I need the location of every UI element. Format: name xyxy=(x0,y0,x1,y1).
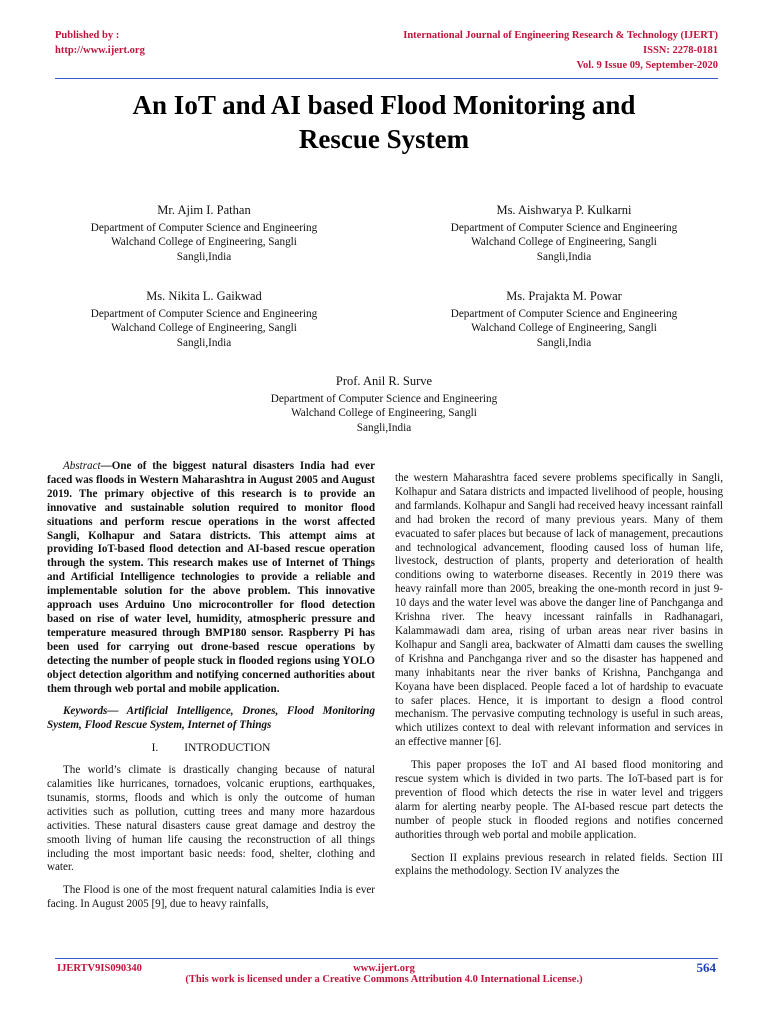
header-right xyxy=(403,28,718,73)
author-place: Sangli,India xyxy=(536,250,592,263)
abstract-label: Abstract xyxy=(63,460,101,472)
author-place: Sangli,India xyxy=(356,421,412,434)
abstract-text: One of the biggest natural disasters India had ever faced was floods in Western Maharashtra in August 2005 and August 2019. The primary objective of this research is to provide an innovative and sustainable solution required to monitor flood situations and perform rescue operations in the worst affected Sangli, Kolhapur and Satara districts. This attempt aims at providing IoT-based flood detection and AI-based rescue operation through the system. This research makes use of Internet of Things and Artificial Intelligence technologies to provide a reliable and implementable solution for the above problem. This innovative approach uses Arduino Uno microcontroller for flood detection based on rise of water level, humidity, atmospheric pressure and temperature measured through BMP180 sensor. Raspberry Pi has been used for carrying out drone-based rescue operations by detecting the number of people stuck in flooded regions using YOLO object detection algorithm and notifying concerned authorities about them through web portal and mobile application. xyxy=(47,460,375,695)
footer-center xyxy=(0,963,768,985)
header-left xyxy=(55,28,145,58)
body-paragraph: the western Maharashtra faced severe problems specifically in Sangli, Kolhapur and Satara districts and impacted livelihood of people, housing and farmlands. Kolhapur and Sangli had received heavy incessant rainfall and had broken the record of many previous years. Many of them evacuated to safer places but because of lack of management, precautions and technological advancement, flooding caused loss of human life, livestock, destruction of plants, property and deterioration of health conditions owing to waterborne diseases. Recently in 2019 there was heavy rainfall more than 2005, breaking the one-month record in just 9-10 days and the water level was above the danger line of Panchganga and Krishna river. The heavy incessant rainfalls in Radhanagari, Kalammawadi dam area, rising of urban areas near river basins in Kolhapur and Sangli area, backwater of Almatti dam causes the swelling of Krishna and Panchganga river and so the disaster has happened and many inhabitants near the river banks of Krishna, Panchganga and Koyana have been displaced. People faced a lot of hardship to evacuate to safer places. Hence, it is important to design a flood control mechanism. The pervasive computing technology is useful in such areas, which utilizes context to deal with relevant information and services in an effective manner [6]. xyxy=(395,472,723,749)
keywords xyxy=(47,705,375,733)
license-text: (This work is licensed under a Creative Commons Attribution 4.0 International License.) xyxy=(185,974,583,985)
author-dept: Department of Computer Science and Engineering xyxy=(450,307,678,320)
footer-url-link[interactable]: www.ijert.org xyxy=(353,963,415,974)
volume-issue: Vol. 9 Issue 09, September-2020 xyxy=(576,60,718,71)
author-block-4 xyxy=(404,289,724,350)
section-number: I. xyxy=(151,742,159,755)
author-block-5 xyxy=(224,374,544,435)
author-college: Walchand College of Engineering, Sangli xyxy=(471,322,657,334)
body-paragraph: The Flood is one of the most frequent natural calamities India is ever facing. In August 2005 [9], due to heavy rainfalls, xyxy=(47,884,375,911)
author-college: Walchand College of Engineering, Sangli xyxy=(291,407,477,419)
body-paragraph: This paper proposes the IoT and AI based flood monitoring and rescue system which is divided in two parts. The IoT-based part is for prevention of flood which detects the rise in water level and triggers alarm for alerting nearby people. The AI-based rescue part detects the number of people stuck in flooded regions and notifies concerned authorities through web portal and mobile application. xyxy=(395,759,723,841)
paper-title: An IoT and AI based Flood Monitoring and Rescue System xyxy=(132,90,636,154)
author-place: Sangli,India xyxy=(536,336,592,349)
author-name: Mr. Ajim I. Pathan xyxy=(157,203,251,217)
left-column xyxy=(47,460,375,921)
author-block-2 xyxy=(404,203,724,264)
author-college: Walchand College of Engineering, Sangli xyxy=(111,322,297,334)
author-block-1 xyxy=(44,203,364,264)
author-name: Ms. Nikita L. Gaikwad xyxy=(146,289,262,303)
keywords-text: Artificial Intelligence, Drones, Flood Monitoring System, Flood Rescue System, Internet of Things xyxy=(47,705,375,732)
body-paragraph: The world’s climate is drastically changing because of natural calamities like hurricanes, tornadoes, volcanic eruptions, earthquakes, tsunamis, storms, floods and which is only the outcome of human activities such as pollution, cutting trees and many more hazardous activities. These natural disasters cause great damage and destroy the smooth living of human life causing the reconstruction of all things including the most important basic needs: food, shelter, clothing and water. xyxy=(47,764,375,874)
journal-name: International Journal of Engineering Research & Technology (IJERT) xyxy=(403,30,718,41)
author-dept: Department of Computer Science and Engineering xyxy=(270,392,498,405)
issn: ISSN: 2278-0181 xyxy=(643,45,718,56)
keywords-label: Keywords— xyxy=(63,705,127,718)
abstract xyxy=(47,460,375,696)
author-name: Ms. Prajakta M. Powar xyxy=(506,289,622,303)
author-name: Ms. Aishwarya P. Kulkarni xyxy=(496,203,632,217)
header-divider xyxy=(55,78,718,79)
page-number: 564 xyxy=(696,960,716,975)
author-dept: Department of Computer Science and Engineering xyxy=(90,221,318,234)
published-by-label: Published by : xyxy=(55,30,120,41)
author-college: Walchand College of Engineering, Sangli xyxy=(111,236,297,248)
author-block-3 xyxy=(44,289,364,350)
paper-id: IJERTV9IS090340 xyxy=(57,963,142,974)
author-dept: Department of Computer Science and Engineering xyxy=(450,221,678,234)
author-place: Sangli,India xyxy=(176,336,232,349)
footer-divider xyxy=(55,958,718,959)
section-heading-introduction xyxy=(47,742,375,756)
abstract-dash: — xyxy=(100,460,112,472)
section-title: INTRODUCTION xyxy=(184,742,271,755)
author-name: Prof. Anil R. Surve xyxy=(335,374,433,388)
right-column xyxy=(395,472,723,888)
author-dept: Department of Computer Science and Engineering xyxy=(90,307,318,320)
journal-url-link[interactable]: http://www.ijert.org xyxy=(55,45,145,56)
body-paragraph: Section II explains previous research in related fields. Section III explains the methodology. Section IV analyzes the xyxy=(395,851,723,878)
author-place: Sangli,India xyxy=(176,250,232,263)
author-college: Walchand College of Engineering, Sangli xyxy=(471,236,657,248)
